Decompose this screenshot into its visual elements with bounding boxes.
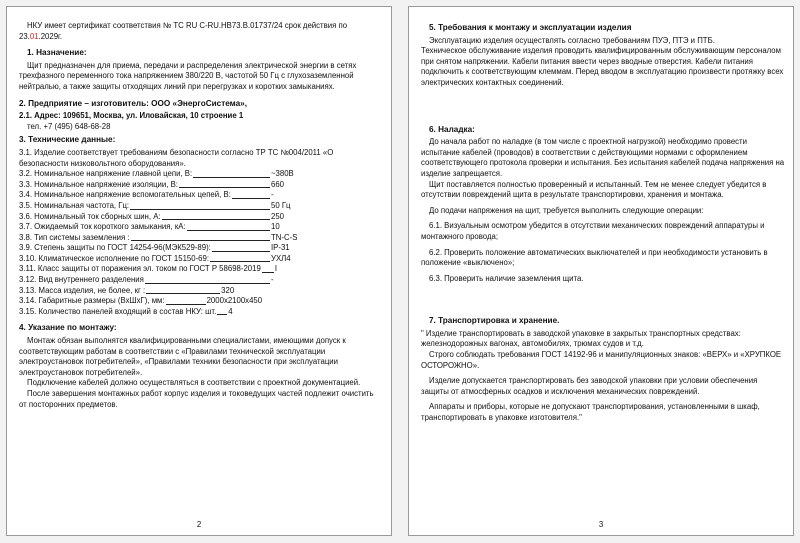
spec-row [19,201,323,212]
spec-value: ~380В [271,169,294,179]
certificate-year: .2029г. [38,31,63,41]
section-6-item-2: 6.2. Проверить положение автоматических выключателей и при необходимости установить в положение «выключено»; [421,247,768,268]
spec-row [19,222,323,233]
spec-underline [262,264,274,273]
spec-row [19,180,323,191]
spec-label: 3.4. Номинальное напряжение вспомогательных цепей, В: [19,190,231,200]
section-7-paragraph-1: " Изделие транспортировать в заводской упаковке в закрытых транспортных средствах: железнодорожных вагонах, автомобилях, трюмах судов и т.д. [421,328,741,349]
section-6-paragraph-1: До начала работ по наладке (в том числе с проектной нагрузкой) необходимо провести испытание кабелей (проводов) в соответствии с действующими нормами с оформлением соответствующего протокола проверки и испытания. Без испытания кабелей подача напряжения на изделие запрещается. [421,137,785,178]
spec-label: 3.7. Ожидаемый ток короткого замыкания, кА: [19,222,186,232]
section-4-paragraph-2: Подключение кабелей должно осуществляться в соответствии с проектной документацией. [27,378,361,388]
spec-value: 4 [228,306,233,316]
section-7-paragraph-4: Аппараты и приборы, которые не допускают транспортирования, установленными в шкаф, транспортировать в упаковке изготовителя." [421,402,760,423]
spec-underline [130,201,270,210]
spec-underline [179,180,270,189]
section-6-paragraph-3: До подачи напряжения на щит, требуется выполнить следующие операции: [429,205,704,215]
spec-value: - [271,275,274,285]
spec-underline [162,212,270,221]
document-page-right [408,6,794,536]
section-6-title: 6. Наладка: [429,124,475,134]
section-6-item-1: 6.1. Визуальным осмотром убедится в отсутствии механических повреждений аппаратуры и монтажного провода; [421,221,765,241]
certificate-text: НКУ имеет сертификат соответствия № ТС RU C-RU.HB73.B.01737/24 срок действия по 23. [19,21,348,41]
spec-value: 250 [271,211,285,221]
spec-value: I [274,264,277,274]
spec-label: 3.8. Тип системы заземления : [19,232,130,242]
spec-list [19,169,323,317]
section-6-paragraph-2: Щит поставляется полностью проверенный и испытанный. Тем не менее следует убедится в отсутствии повреждений щита в результате транспортировки, хранения и монтажа. [421,179,767,200]
spec-row [19,254,323,265]
spec-label: 3.3. Номинальное напряжение изоляции, В: [19,179,178,189]
section-1-text: Щит предназначен для приема, передачи и распределения электрической энергии в сетях трехфазного переменного тока напряжением 380/220 В, частотой 50 Гц с глухозаземленной нейтралью, а также защиты отходящих линий при перегрузках и коротких замыканиях. [19,60,357,91]
spec-label: 3.6. Номинальный ток сборных шин, А: [19,211,161,221]
spec-label: 3.2. Номинальное напряжение главной цепи, В: [19,169,193,179]
manufacturer-phone: тел. +7 (495) 648-68-28 [27,121,111,131]
spec-value: IP-31 [271,243,290,253]
section-1-title: 1. Назначение: [27,48,87,58]
section-2-title: 2. Предприятие – изготовитель: ООО «ЭнергоСистема», [19,98,248,108]
spec-value: TN-C-S [271,232,298,242]
manufacturer-address: 2.1. Адрес: 109651, Москва, ул. Иловайская, 10 строение 1 [19,111,244,121]
spec-row [19,264,323,275]
spacer [421,284,785,310]
spec-underline [131,233,270,242]
section-5-paragraph-2: Техническое обслуживание изделия проводить квалифицированным обслуживающим персоналом при снятом напряжении. Кабели питания ввести через вводные отверстия. Кабели питания подключить к соответствующим клеммам. Перед вводом в эксплуатацию произвести протяжку всех электрических контактных соединений. [421,46,784,87]
page-left-content [19,21,383,410]
spec-label: 3.14. Габаритные размеры (ВхШхГ), мм: [19,296,165,306]
spec-value: 2000х2100х450 [206,296,263,306]
certificate-line [19,21,383,42]
spacer [421,89,785,119]
spec-underline [217,307,227,316]
page-right-content [421,23,785,424]
spec-underline [232,190,270,199]
section-4-paragraph-3: После завершения монтажных работ корпус изделия и токоведущих частей подлежит очистить от посторонних предметов. [19,389,374,409]
spec-label: 3.15. Количество панелей входящий в состав НКУ: шт. [19,306,217,316]
spec-label: 3.11. Класс защиты от поражения эл. током по ГОСТ Р 58698-2019 [19,264,261,274]
section-6-item-3: 6.3. Проверить наличие заземления щита. [429,273,584,283]
spec-row [19,169,323,180]
section-7-title: 7. Транспортировка и хранение. [429,316,560,326]
spec-row [19,212,323,223]
spec-row [19,307,323,318]
spec-value: 10 [271,222,280,232]
section-3-intro: 3.1. Изделие соответствует требованиям безопасности согласно ТР ТС №004/2011 «О безопасности низковольтного оборудования». [19,147,334,168]
spec-underline [210,254,270,263]
spec-underline [193,169,270,178]
spec-row [19,243,323,254]
section-5-paragraph-1: Эксплуатацию изделия осуществлять согласно требованиям ПУЭ, ПТЭ и ПТБ. [429,35,715,45]
section-4-title: 4. Указание по монтажу: [19,323,117,333]
section-4-paragraph-1: Монтаж обязан выполнятся квалифицированными специалистами, имеющими допуск к соответствующим работам в соответствии с «Правилами технической эксплуатации электроустановок потребителей», «Правилами техники безопасности при эксплуатации электроустановок потребителей». [19,336,346,377]
spec-value: 660 [271,179,285,189]
section-7-paragraph-3: Изделие допускается транспортировать без заводской упаковки при условии обеспечения защиты от атмосферных осадков и исключения механических повреждений. [421,376,758,396]
spec-underline [145,275,270,284]
spec-row [19,190,323,201]
spec-value: 320 [221,285,235,295]
spec-underline [146,286,220,295]
spec-value: 50 Гц [271,200,291,210]
section-5-title: 5. Требования к монтажу и эксплуатации изделия [429,23,632,32]
spec-label: 3.5. Номинальная частота, Гц: [19,200,130,210]
spec-row [19,296,323,307]
page-number: 2 [196,520,202,529]
document-page-left [6,6,392,536]
section-3-title: 3. Технические данные: [19,135,116,145]
spec-underline [166,296,206,305]
spec-row [19,275,323,286]
spec-row [19,286,323,297]
spec-value: УХЛ4 [271,253,291,263]
certificate-month: 01 [29,31,39,41]
spec-row [19,233,323,244]
spec-label: 3.10. Климатическое исполнение по ГОСТ 15150-69: [19,253,210,263]
page-number: 3 [598,520,604,529]
spec-label: 3.13. Масса изделия, не более, кг : [19,285,146,295]
spec-value: - [271,190,274,200]
spec-label: 3.12. Вид внутреннего разделения [19,275,144,285]
spec-label: 3.9. Степень защиты по ГОСТ 14254-96(МЭК529-89): [19,243,211,253]
spec-underline [212,243,270,252]
spec-underline [187,222,270,231]
section-7-paragraph-2: Строго соблюдать требования ГОСТ 14192-96 и манипуляционных знаков: «ВЕРХ» и «ХРУПКОЕ ОСТОРОЖНО». [421,350,782,370]
